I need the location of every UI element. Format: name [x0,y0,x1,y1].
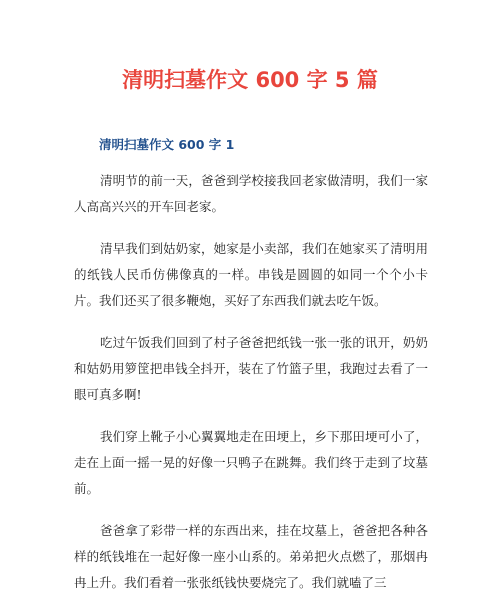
paragraph-4: 我们穿上靴子小心翼翼地走在田埂上，乡下那田埂可小了，走在上面一摇一晃的好像一只鸭子在跳舞。我们终于走到了坟墓前。 [74,429,428,496]
section-heading: 清明扫墓作文 600 字 1 [99,137,235,152]
paragraph-2: 清早我们到姑奶家，她家是小卖部，我们在她家买了清明用的纸钱人民币仿佛像真的一样。串钱是圆圆的如同一个个小卡片。我们还买了很多鞭炮，买好了东西我们就去吃午饭。 [74,241,428,308]
paragraph-3: 吃过午饭我们回到了村子爸爸把纸钱一张一张的讯开，奶奶和姑奶用箩筐把串钱全抖开，装在了竹篮子里，我跑过去看了一眼可真多啊! [74,335,428,402]
paragraph-5: 爸爸拿了彩带一样的东西出来，挂在坟墓上，爸爸把各种各样的纸钱堆在一起好像一座小山系的。弟弟把火点燃了，那烟冉冉上升。我们看着一张张纸钱快要烧完了。我们就嗑了三 [74,523,428,590]
document-body [74,168,428,612]
document-title: 清明扫墓作文 600 字 5 篇 [122,68,378,92]
paragraph-1: 清明节的前一天，爸爸到学校接我回老家做清明，我们一家人高高兴兴的开车回老家。 [74,173,428,214]
